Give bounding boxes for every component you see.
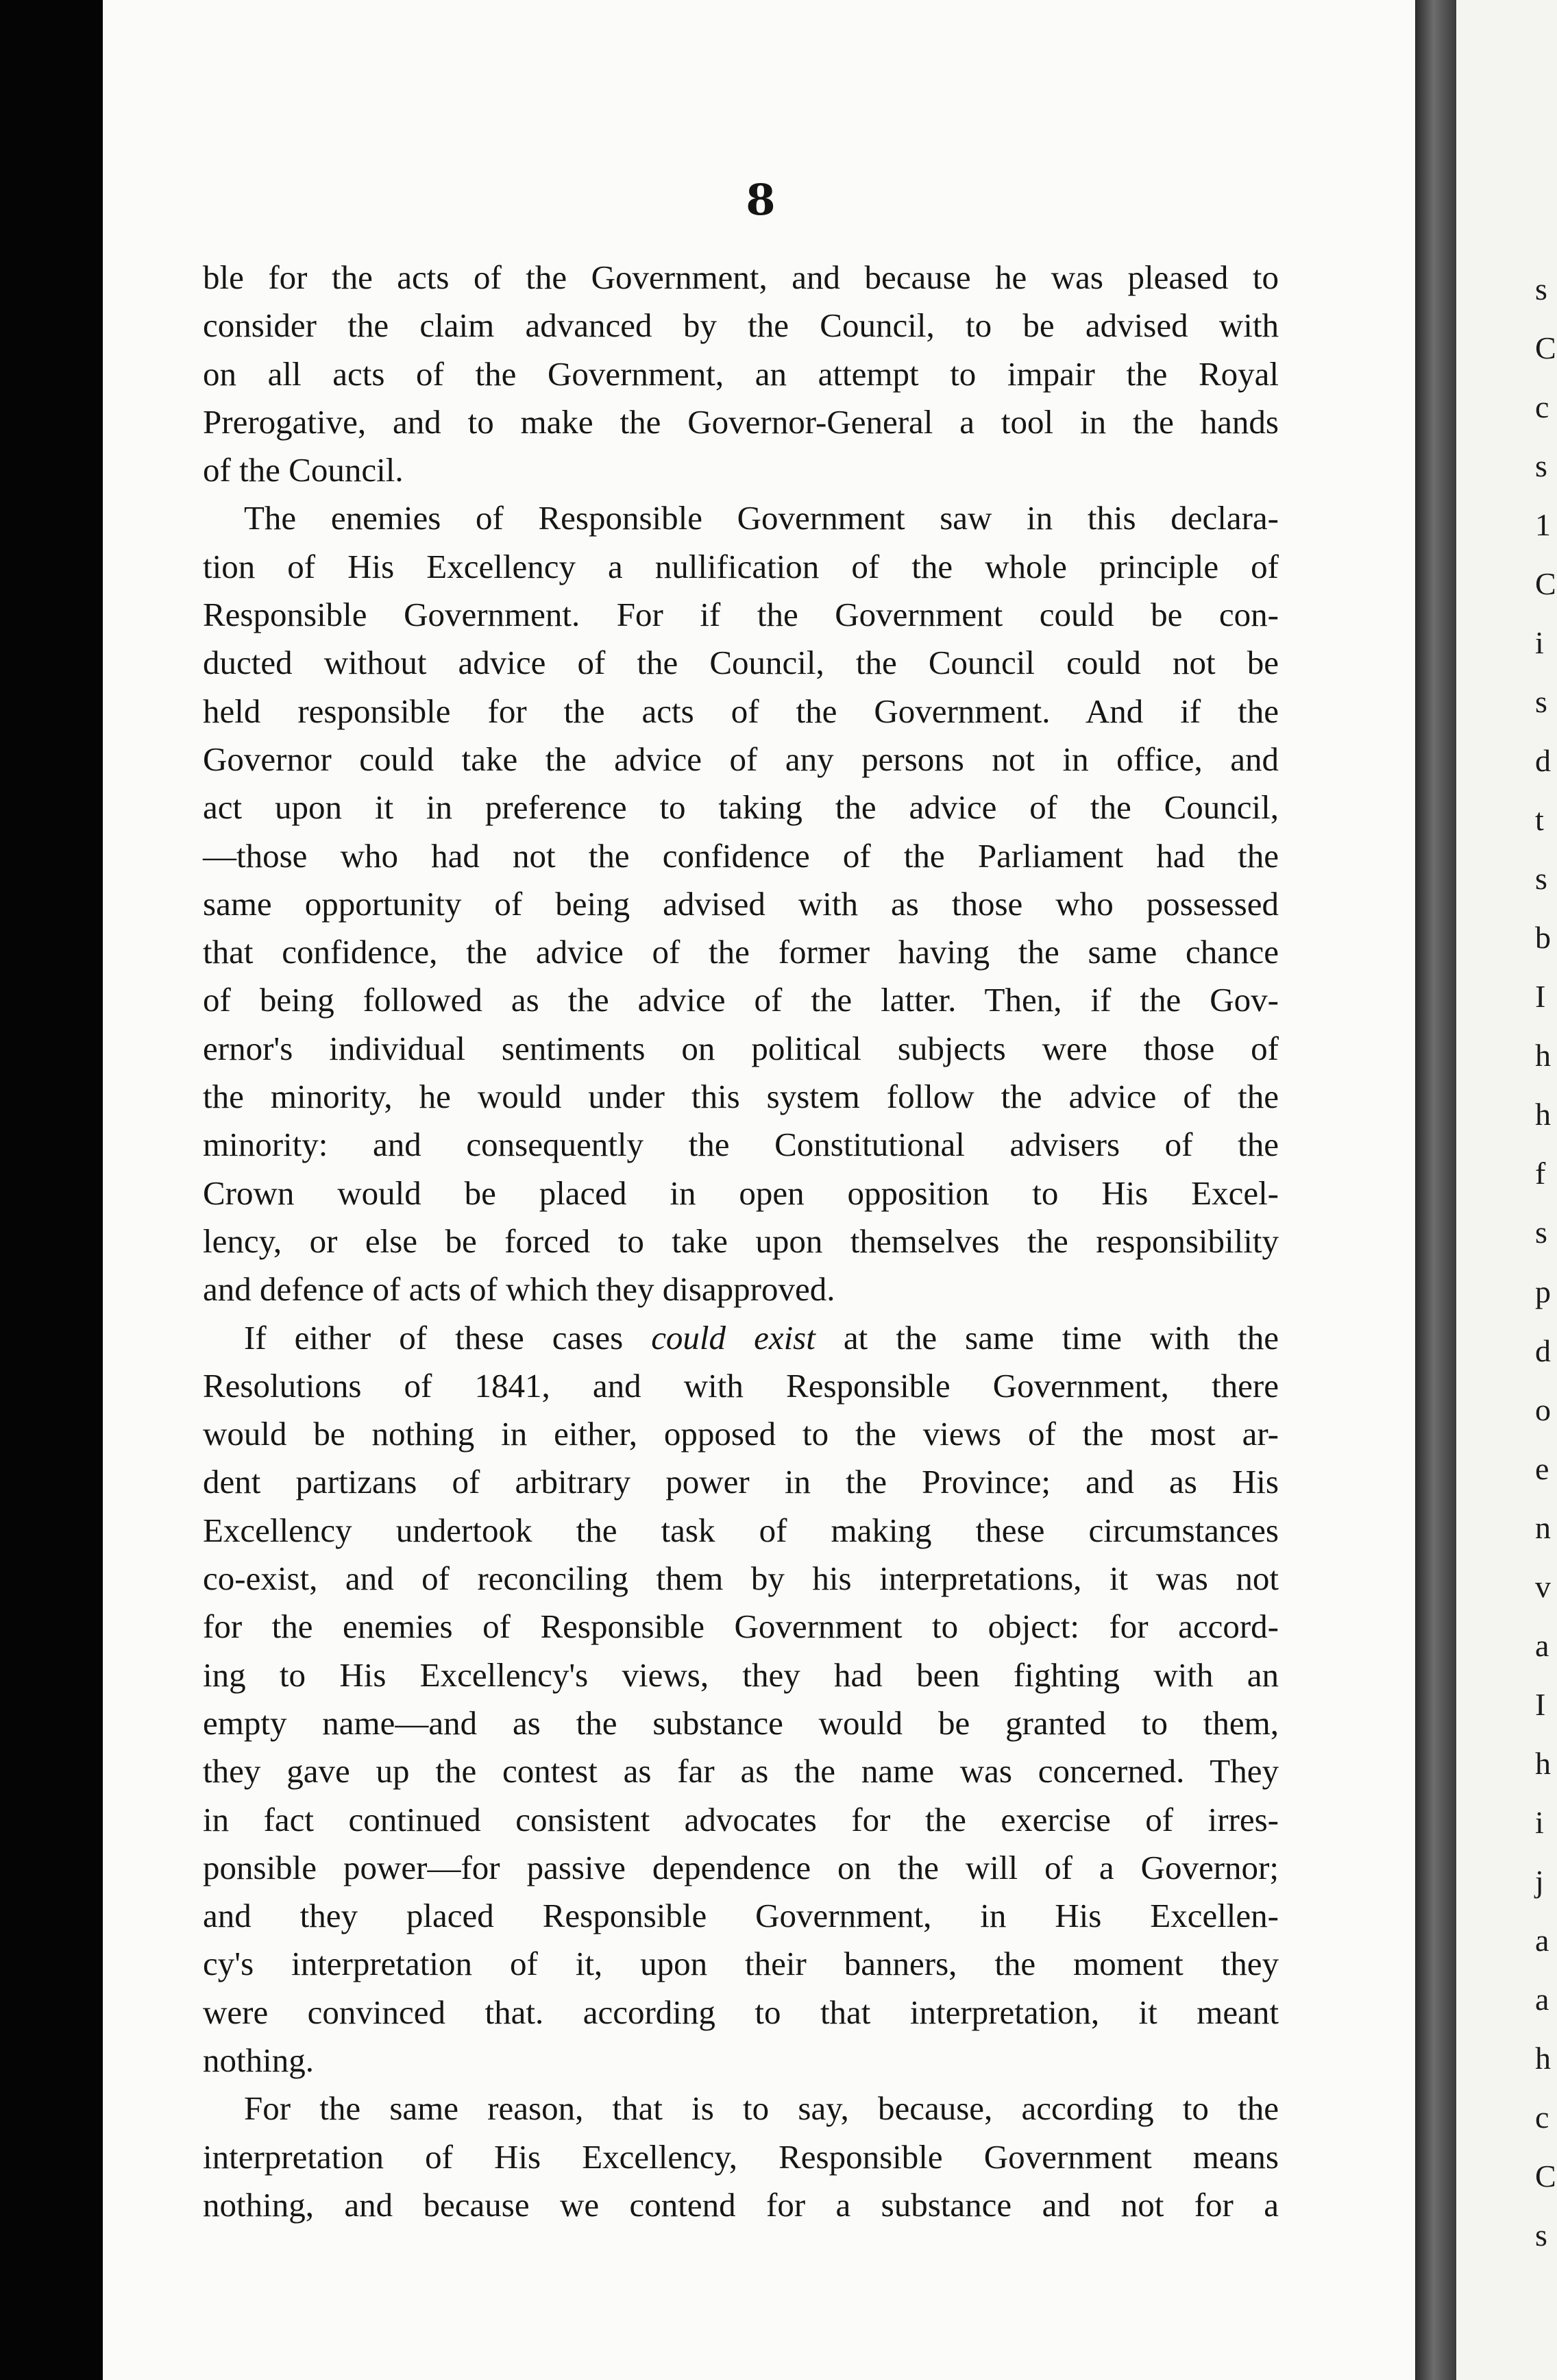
facing-page-char: a <box>1535 1923 1549 1958</box>
text-line: Resolutions of 1841, and with Responsible Government, there <box>203 1366 1279 1405</box>
text-line: would be nothing in either, opposed to the views of the most ar- <box>203 1415 1279 1453</box>
text-line: cy's interpretation of it, upon their banners, the moment they <box>203 1945 1279 1983</box>
paragraph <box>203 254 1279 494</box>
text-line: they gave up the contest as far as the name was concerned. They <box>203 1752 1279 1790</box>
facing-page-char: h <box>1535 2041 1551 2076</box>
facing-page-char: i <box>1535 1805 1544 1840</box>
body-text <box>203 254 1279 2229</box>
paragraph <box>203 1314 1279 2085</box>
facing-page-char: i <box>1535 625 1544 660</box>
facing-page-char: a <box>1535 1628 1549 1663</box>
text-line: consider the claim advanced by the Council, to be advised with <box>203 306 1279 345</box>
facing-page-char: f <box>1535 1156 1546 1191</box>
facing-page-char: t <box>1535 802 1544 837</box>
facing-page-char: C <box>1535 566 1556 601</box>
text-line: same opportunity of being advised with as those who possessed <box>203 884 1279 923</box>
facing-page-char: o <box>1535 1392 1551 1427</box>
text-line: on all acts of the Government, an attempt to impair the Royal <box>203 354 1279 393</box>
text-line: Crown would be placed in open opposition to His Excel- <box>203 1174 1279 1212</box>
text-line: that confidence, the advice of the former having the same chance <box>203 933 1279 971</box>
text-line: the minority, he would under this system follow the advice of the <box>203 1078 1279 1116</box>
facing-page-char: C <box>1535 2159 1556 2194</box>
text-line: and they placed Responsible Government, in His Excellen- <box>203 1897 1279 1935</box>
facing-page-char: e <box>1535 1451 1549 1486</box>
text-line: act upon it in preference to taking the advice of the Council, <box>203 788 1279 827</box>
facing-page-char: s <box>1535 861 1547 896</box>
facing-page-char: h <box>1535 1097 1551 1132</box>
facing-page-char: h <box>1535 1038 1551 1073</box>
facing-page-char: a <box>1535 1982 1549 2017</box>
text-line: of the Council. <box>203 451 404 489</box>
book-gutter <box>1415 0 1456 2380</box>
facing-page-char: s <box>1535 271 1547 306</box>
text-line: ducted without advice of the Council, the Council could not be <box>203 644 1279 682</box>
text-line: nothing, and because we contend for a substance and not for a <box>203 2185 1279 2224</box>
facing-page-char: c <box>1535 2100 1549 2135</box>
facing-page-char: I <box>1535 1687 1546 1722</box>
text-line: If either of these cases could exist at the same time with the <box>244 1318 1279 1357</box>
facing-page-char: s <box>1535 448 1547 483</box>
facing-page-char: s <box>1535 684 1547 719</box>
facing-page-char: n <box>1535 1510 1551 1545</box>
text-line: The enemies of Responsible Government saw in this declara- <box>244 499 1279 537</box>
text-line: For the same reason, that is to say, because, according to the <box>244 2089 1279 2128</box>
facing-page-char: C <box>1535 330 1556 365</box>
text-line: Governor could take the advice of any persons not in office, and <box>203 740 1279 778</box>
facing-page-char: s <box>1535 2218 1547 2252</box>
text-line: empty name—and as the substance would be granted to them, <box>203 1703 1279 1742</box>
page-number: 8 <box>746 175 776 225</box>
text-line: of being followed as the advice of the latter. Then, if the Gov- <box>203 981 1279 1019</box>
text-line: —those who had not the confidence of the Parliament had the <box>203 836 1279 875</box>
italic-phrase: could exist <box>651 1318 816 1357</box>
facing-page-char: h <box>1535 1746 1551 1781</box>
paragraph <box>203 494 1279 1313</box>
text-line: minority: and consequently the Constitutional advisers of the <box>203 1126 1279 1164</box>
text-line: co-exist, and of reconciling them by his interpretations, it was not <box>203 1559 1279 1598</box>
facing-page-char: v <box>1535 1569 1551 1604</box>
facing-page-char: d <box>1535 743 1551 778</box>
text-line: ponsible power—for passive dependence on the will of a Governor; <box>203 1848 1279 1886</box>
facing-page-char: I <box>1535 979 1546 1014</box>
text-line: in fact continued consistent advocates for the exercise of irres- <box>203 1800 1279 1838</box>
text-line: and defence of acts of which they disapproved. <box>203 1270 835 1309</box>
facing-page-char: p <box>1535 1274 1551 1309</box>
paragraph <box>203 2085 1279 2229</box>
text-line: Responsible Government. For if the Government could be con- <box>203 596 1279 634</box>
text-line: lency, or else be forced to take upon themselves the responsibility <box>203 1222 1279 1260</box>
text-line: ble for the acts of the Government, and because he was pleased to <box>203 258 1279 296</box>
facing-page-char: d <box>1535 1333 1551 1368</box>
text-line: Excellency undertook the task of making these circumstances <box>203 1511 1279 1549</box>
text-line: held responsible for the acts of the Government. And if the <box>203 692 1279 730</box>
text-line: Prerogative, and to make the Governor-General a tool in the hands <box>203 402 1279 441</box>
text-line: ernor's individual sentiments on political subjects were those of <box>203 1029 1279 1067</box>
text-line: tion of His Excellency a nullification of the whole principle of <box>203 547 1279 585</box>
text-line: dent partizans of arbitrary power in the Province; and as His <box>203 1463 1279 1501</box>
facing-page-char: s <box>1535 1215 1547 1250</box>
text-line: were convinced that. according to that interpretation, it meant <box>203 1993 1279 2031</box>
text-line: ing to His Excellency's views, they had been fighting with an <box>203 1655 1279 1694</box>
facing-page-char: c <box>1535 389 1549 424</box>
text-line: interpretation of His Excellency, Responsible Government means <box>203 2137 1279 2176</box>
facing-page-char: b <box>1535 920 1551 955</box>
facing-page-char: j <box>1535 1864 1544 1899</box>
text-line: for the enemies of Responsible Government to object: for accord- <box>203 1607 1279 1646</box>
text-line: nothing. <box>203 2041 314 2079</box>
facing-page-char: 1 <box>1535 507 1551 542</box>
